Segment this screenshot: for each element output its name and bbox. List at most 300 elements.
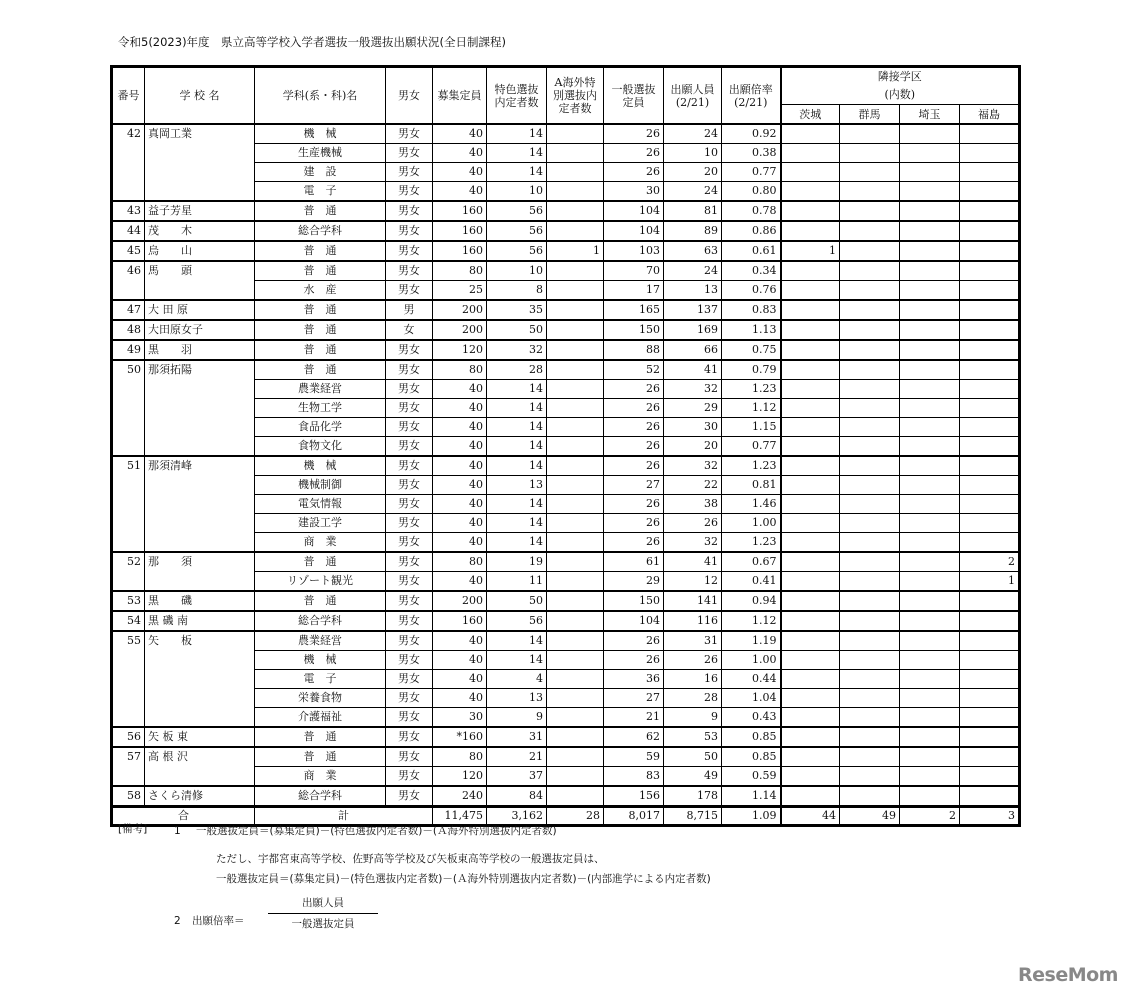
cell-dept: 機 械 [255, 456, 386, 476]
cell-tokushoku: 50 [487, 320, 547, 340]
cell-general: 26 [604, 380, 664, 399]
header-school: 学 校 名 [145, 67, 255, 125]
cell-sex: 男女 [386, 552, 433, 572]
cell-fukushima [960, 767, 1020, 787]
cell-ratio: 0.86 [722, 221, 781, 241]
cell-gunma [840, 437, 900, 457]
cell-fukushima [960, 300, 1020, 320]
cell-applicants: 31 [664, 631, 722, 651]
table-row [112, 360, 1020, 380]
cell-ibaraki [781, 631, 840, 651]
cell-general: 83 [604, 767, 664, 787]
total-gunma: 49 [840, 807, 900, 826]
cell-gunma [840, 418, 900, 437]
cell-ratio: 0.85 [722, 727, 781, 747]
table-row [112, 747, 1020, 767]
cell-general: 26 [604, 495, 664, 514]
cell-saitama [900, 320, 960, 340]
cell-saitama [900, 708, 960, 728]
header-ratio: 出願倍率(2/21) [722, 67, 781, 125]
cell-kaigai [547, 281, 604, 301]
cell-kaigai [547, 514, 604, 533]
cell-capacity: 200 [433, 300, 487, 320]
cell-saitama [900, 281, 960, 301]
cell-fukushima [960, 201, 1020, 221]
cell-fukushima [960, 320, 1020, 340]
cell-applicants: 26 [664, 651, 722, 670]
cell-capacity: 25 [433, 281, 487, 301]
cell-general: 61 [604, 552, 664, 572]
cell-fukushima [960, 631, 1020, 651]
cell-capacity: 40 [433, 437, 487, 457]
cell-general: 26 [604, 418, 664, 437]
cell-kaigai [547, 360, 604, 380]
cell-capacity: 160 [433, 241, 487, 261]
cell-general: 104 [604, 611, 664, 631]
cell-applicants: 24 [664, 261, 722, 281]
cell-general: 26 [604, 456, 664, 476]
cell-sex: 男女 [386, 380, 433, 399]
cell-saitama [900, 201, 960, 221]
total-general: 8,017 [604, 807, 664, 826]
cell-gunma [840, 320, 900, 340]
cell-ibaraki [781, 281, 840, 301]
cell-ratio: 0.59 [722, 767, 781, 787]
cell-capacity: 40 [433, 689, 487, 708]
cell-capacity: 40 [433, 399, 487, 418]
cell-fukushima [960, 124, 1020, 144]
cell-tokushoku: 56 [487, 241, 547, 261]
cell-tokushoku: 10 [487, 261, 547, 281]
cell-ratio: 0.80 [722, 182, 781, 202]
header-ibaraki: 茨城 [781, 105, 840, 125]
school-name: 那須拓陽 [145, 360, 255, 456]
cell-saitama [900, 124, 960, 144]
cell-capacity: 80 [433, 747, 487, 767]
table-row [112, 320, 1020, 340]
school-number: 49 [112, 340, 145, 360]
cell-tokushoku: 14 [487, 651, 547, 670]
school-number: 48 [112, 320, 145, 340]
cell-saitama [900, 261, 960, 281]
cell-ratio: 1.23 [722, 380, 781, 399]
cell-applicants: 66 [664, 340, 722, 360]
cell-ratio: 0.79 [722, 360, 781, 380]
cell-fukushima [960, 380, 1020, 399]
cell-tokushoku: 32 [487, 340, 547, 360]
cell-ratio: 1.13 [722, 320, 781, 340]
cell-kaigai [547, 708, 604, 728]
cell-general: 29 [604, 572, 664, 592]
ratio-fraction [268, 896, 378, 931]
cell-sex: 男女 [386, 399, 433, 418]
cell-saitama [900, 476, 960, 495]
cell-saitama [900, 572, 960, 592]
cell-fukushima [960, 533, 1020, 553]
cell-tokushoku: 28 [487, 360, 547, 380]
cell-ratio: 1.23 [722, 533, 781, 553]
total-kaigai: 28 [547, 807, 604, 826]
school-number: 52 [112, 552, 145, 591]
cell-dept: 普 通 [255, 747, 386, 767]
cell-capacity: 40 [433, 456, 487, 476]
cell-dept: リゾート観光 [255, 572, 386, 592]
cell-applicants: 49 [664, 767, 722, 787]
cell-tokushoku: 13 [487, 689, 547, 708]
cell-general: 36 [604, 670, 664, 689]
cell-sex: 男女 [386, 572, 433, 592]
fraction-denominator: 一般選抜定員 [291, 918, 355, 930]
cell-fukushima [960, 727, 1020, 747]
cell-ibaraki [781, 380, 840, 399]
cell-kaigai [547, 300, 604, 320]
school-name: 黒 羽 [145, 340, 255, 360]
header-dept: 学科(系・科)名 [255, 67, 386, 125]
cell-gunma [840, 591, 900, 611]
cell-sex: 男女 [386, 182, 433, 202]
school-number: 51 [112, 456, 145, 552]
total-saitama: 2 [900, 807, 960, 826]
total-applicants: 8,715 [664, 807, 722, 826]
school-number: 56 [112, 727, 145, 747]
cell-saitama [900, 399, 960, 418]
cell-tokushoku: 4 [487, 670, 547, 689]
cell-ibaraki [781, 144, 840, 163]
total-ratio: 1.09 [722, 807, 781, 826]
cell-saitama [900, 552, 960, 572]
school-name: 那 須 [145, 552, 255, 591]
cell-applicants: 32 [664, 456, 722, 476]
cell-general: 103 [604, 241, 664, 261]
cell-general: 59 [604, 747, 664, 767]
cell-saitama [900, 689, 960, 708]
cell-tokushoku: 14 [487, 631, 547, 651]
school-name: 高 根 沢 [145, 747, 255, 786]
cell-ratio: 0.61 [722, 241, 781, 261]
cell-applicants: 50 [664, 747, 722, 767]
cell-general: 88 [604, 340, 664, 360]
note-2-number: 2 [174, 915, 181, 927]
cell-kaigai [547, 476, 604, 495]
cell-capacity: 200 [433, 591, 487, 611]
cell-tokushoku: 14 [487, 514, 547, 533]
cell-fukushima [960, 241, 1020, 261]
cell-ibaraki [781, 591, 840, 611]
cell-ratio: 1.15 [722, 418, 781, 437]
cell-ratio: 1.12 [722, 399, 781, 418]
cell-dept: 普 通 [255, 320, 386, 340]
cell-ibaraki [781, 670, 840, 689]
cell-general: 165 [604, 300, 664, 320]
cell-dept: 普 通 [255, 360, 386, 380]
cell-general: 26 [604, 144, 664, 163]
cell-gunma [840, 340, 900, 360]
cell-sex: 男女 [386, 689, 433, 708]
cell-saitama [900, 631, 960, 651]
cell-applicants: 141 [664, 591, 722, 611]
cell-kaigai [547, 786, 604, 807]
cell-saitama [900, 747, 960, 767]
header-neighbor-sub: (内数) [884, 88, 916, 101]
cell-ratio: 1.14 [722, 786, 781, 807]
cell-applicants: 89 [664, 221, 722, 241]
cell-kaigai [547, 747, 604, 767]
cell-capacity: 160 [433, 201, 487, 221]
cell-dept: 電 子 [255, 670, 386, 689]
cell-ibaraki: 1 [781, 241, 840, 261]
cell-saitama [900, 670, 960, 689]
note-1-exception-formula: 一般選抜定員＝(募集定員)－(特色選抜内定者数)－(Ａ海外特別選抜内定者数)－(内部進学による内定者数) [216, 873, 711, 885]
cell-saitama [900, 340, 960, 360]
cell-general: 26 [604, 533, 664, 553]
school-number: 43 [112, 201, 145, 221]
school-number: 58 [112, 786, 145, 807]
cell-capacity: 160 [433, 611, 487, 631]
cell-dept: 電 子 [255, 182, 386, 202]
header-no: 番号 [112, 67, 145, 125]
cell-gunma [840, 514, 900, 533]
cell-ibaraki [781, 767, 840, 787]
cell-tokushoku: 14 [487, 399, 547, 418]
cell-applicants: 137 [664, 300, 722, 320]
cell-sex: 女 [386, 320, 433, 340]
cell-fukushima [960, 514, 1020, 533]
cell-dept: 普 通 [255, 261, 386, 281]
cell-fukushima [960, 591, 1020, 611]
header-neighbor [781, 67, 1020, 105]
cell-general: 70 [604, 261, 664, 281]
total-ibaraki: 44 [781, 807, 840, 826]
cell-general: 26 [604, 437, 664, 457]
note-2-label: 出願倍率＝ [192, 915, 245, 927]
cell-sex: 男女 [386, 670, 433, 689]
cell-applicants: 41 [664, 360, 722, 380]
cell-general: 62 [604, 727, 664, 747]
cell-applicants: 10 [664, 144, 722, 163]
cell-kaigai [547, 572, 604, 592]
cell-ibaraki [781, 552, 840, 572]
cell-kaigai [547, 182, 604, 202]
cell-capacity: 80 [433, 552, 487, 572]
cell-sex: 男女 [386, 201, 433, 221]
cell-saitama [900, 514, 960, 533]
cell-applicants: 24 [664, 124, 722, 144]
cell-gunma [840, 182, 900, 202]
cell-applicants: 38 [664, 495, 722, 514]
cell-tokushoku: 13 [487, 476, 547, 495]
total-label-a: 合 [112, 807, 255, 826]
cell-tokushoku: 19 [487, 552, 547, 572]
cell-ratio: 0.41 [722, 572, 781, 592]
cell-ibaraki [781, 221, 840, 241]
total-fukushima: 3 [960, 807, 1020, 826]
cell-capacity: 40 [433, 163, 487, 182]
table-body [112, 124, 1020, 807]
cell-dept: 水 産 [255, 281, 386, 301]
cell-sex: 男女 [386, 144, 433, 163]
cell-ibaraki [781, 708, 840, 728]
school-name: 大 田 原 [145, 300, 255, 320]
cell-dept: 生産機械 [255, 144, 386, 163]
total-label-b: 計 [255, 807, 433, 826]
school-name: 大田原女子 [145, 320, 255, 340]
cell-ratio: 0.83 [722, 300, 781, 320]
cell-capacity: 40 [433, 514, 487, 533]
cell-capacity: 40 [433, 182, 487, 202]
cell-fukushima: 1 [960, 572, 1020, 592]
cell-fukushima: 2 [960, 552, 1020, 572]
cell-ratio: 0.77 [722, 437, 781, 457]
header-saitama: 埼玉 [900, 105, 960, 125]
cell-tokushoku: 56 [487, 201, 547, 221]
cell-dept: 食物文化 [255, 437, 386, 457]
cell-ibaraki [781, 437, 840, 457]
cell-applicants: 20 [664, 163, 722, 182]
cell-fukushima [960, 495, 1020, 514]
school-name: 真岡工業 [145, 124, 255, 201]
cell-general: 27 [604, 689, 664, 708]
cell-gunma [840, 572, 900, 592]
header-tokushoku: 特色選抜内定者数 [487, 67, 547, 125]
cell-ibaraki [781, 456, 840, 476]
cell-ratio: 0.85 [722, 747, 781, 767]
cell-fukushima [960, 182, 1020, 202]
cell-capacity: 40 [433, 124, 487, 144]
cell-sex: 男女 [386, 514, 433, 533]
school-name: 矢 板 東 [145, 727, 255, 747]
cell-dept: 電気情報 [255, 495, 386, 514]
page-title: 令和5(2023)年度 県立高等学校入学者選抜一般選抜出願状況(全日制課程) [118, 35, 507, 49]
cell-gunma [840, 241, 900, 261]
cell-general: 26 [604, 163, 664, 182]
cell-tokushoku: 14 [487, 533, 547, 553]
cell-fukushima [960, 437, 1020, 457]
cell-dept: 普 通 [255, 300, 386, 320]
cell-ibaraki [781, 786, 840, 807]
cell-ibaraki [781, 747, 840, 767]
school-number: 47 [112, 300, 145, 320]
cell-tokushoku: 14 [487, 495, 547, 514]
cell-kaigai [547, 727, 604, 747]
cell-ratio: 0.34 [722, 261, 781, 281]
header-sex: 男女 [386, 67, 433, 125]
cell-sex: 男女 [386, 727, 433, 747]
cell-general: 17 [604, 281, 664, 301]
cell-capacity: 40 [433, 631, 487, 651]
cell-tokushoku: 56 [487, 611, 547, 631]
cell-saitama [900, 163, 960, 182]
cell-kaigai [547, 340, 604, 360]
cell-applicants: 30 [664, 418, 722, 437]
cell-dept: 栄養食物 [255, 689, 386, 708]
school-number: 45 [112, 241, 145, 261]
cell-saitama [900, 182, 960, 202]
cell-capacity: 40 [433, 495, 487, 514]
cell-applicants: 12 [664, 572, 722, 592]
cell-fukushima [960, 786, 1020, 807]
cell-capacity: 160 [433, 221, 487, 241]
cell-tokushoku: 21 [487, 747, 547, 767]
table-row [112, 786, 1020, 807]
cell-saitama [900, 533, 960, 553]
school-name: 馬 頭 [145, 261, 255, 300]
cell-saitama [900, 611, 960, 631]
cell-ibaraki [781, 163, 840, 182]
school-name: 烏 山 [145, 241, 255, 261]
cell-ratio: 1.46 [722, 495, 781, 514]
cell-dept: 食品化学 [255, 418, 386, 437]
cell-general: 26 [604, 631, 664, 651]
header-general: 一般選抜定員 [604, 67, 664, 125]
school-number: 42 [112, 124, 145, 201]
cell-fukushima [960, 163, 1020, 182]
cell-applicants: 53 [664, 727, 722, 747]
cell-tokushoku: 14 [487, 380, 547, 399]
cell-saitama [900, 241, 960, 261]
cell-sex: 男女 [386, 163, 433, 182]
cell-kaigai [547, 221, 604, 241]
cell-dept: 普 通 [255, 241, 386, 261]
cell-fukushima [960, 747, 1020, 767]
cell-gunma [840, 476, 900, 495]
cell-gunma [840, 670, 900, 689]
table-row [112, 611, 1020, 631]
cell-general: 21 [604, 708, 664, 728]
note-1-formula: 一般選抜定員＝(募集定員)－(特色選抜内定者数)－(Ａ海外特別選抜内定者数) [196, 825, 557, 837]
table-row [112, 552, 1020, 572]
cell-kaigai [547, 399, 604, 418]
cell-dept: 介護福祉 [255, 708, 386, 728]
cell-kaigai [547, 651, 604, 670]
cell-ratio: 0.38 [722, 144, 781, 163]
cell-sex: 男女 [386, 360, 433, 380]
cell-sex: 男女 [386, 221, 433, 241]
cell-general: 27 [604, 476, 664, 495]
school-number: 55 [112, 631, 145, 727]
cell-general: 26 [604, 514, 664, 533]
cell-fukushima [960, 261, 1020, 281]
school-name: 益子芳星 [145, 201, 255, 221]
total-tokushoku: 3,162 [487, 807, 547, 826]
table-row [112, 300, 1020, 320]
cell-general: 26 [604, 651, 664, 670]
cell-fukushima [960, 221, 1020, 241]
cell-gunma [840, 533, 900, 553]
table-row [112, 727, 1020, 747]
cell-tokushoku: 11 [487, 572, 547, 592]
cell-kaigai [547, 124, 604, 144]
cell-dept: 普 通 [255, 340, 386, 360]
cell-capacity: 40 [433, 533, 487, 553]
cell-kaigai [547, 163, 604, 182]
cell-fukushima [960, 689, 1020, 708]
cell-dept: 農業経営 [255, 631, 386, 651]
cell-gunma [840, 767, 900, 787]
cell-ratio: 0.92 [722, 124, 781, 144]
cell-general: 150 [604, 320, 664, 340]
school-name: 矢 板 [145, 631, 255, 727]
cell-ratio: 0.94 [722, 591, 781, 611]
cell-capacity: 120 [433, 767, 487, 787]
cell-tokushoku: 14 [487, 418, 547, 437]
cell-applicants: 28 [664, 689, 722, 708]
cell-saitama [900, 495, 960, 514]
cell-general: 26 [604, 399, 664, 418]
cell-saitama [900, 144, 960, 163]
cell-dept: 普 通 [255, 201, 386, 221]
cell-applicants: 26 [664, 514, 722, 533]
header-gunma: 群馬 [840, 105, 900, 125]
